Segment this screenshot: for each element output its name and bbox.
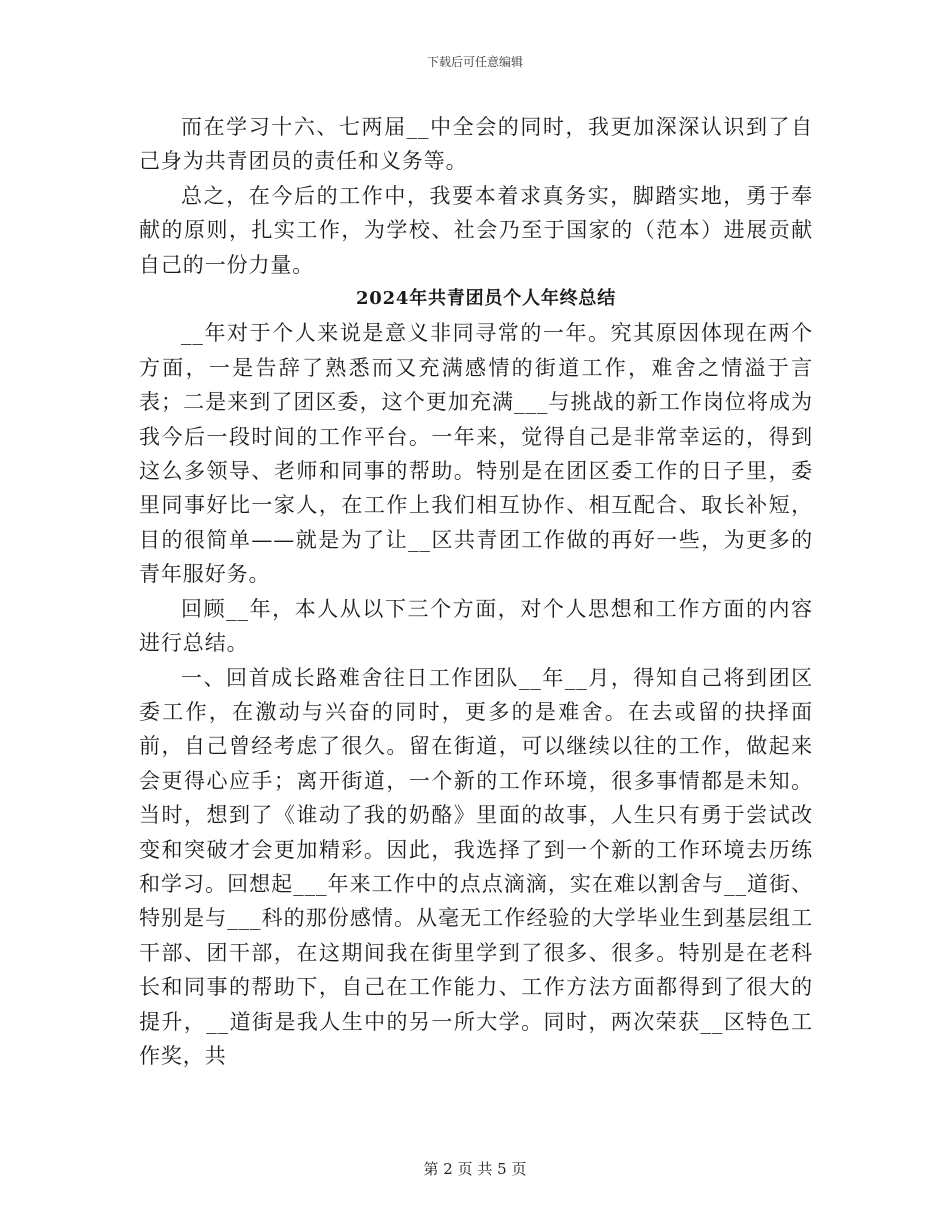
body-paragraph-3: 一、回首成长路难舍往日工作团队__年__月，得知自己将到团区委工作，在激动与兴奋的同时，更多的是难舍。在去或留的抉择面前，自己曾经考虑了很久。留在街道，可以继续以往的工作，做起来会更得心应手；离开街道，一个新的工作环境，很多事情都是未知。当时，想到了《谁动了我的奶酪》里面的故事，人生只有勇于尝试改变和突破才会更加精彩。因此，我选择了到一个新的工作环境去历练和学习。回想起___年来工作中的点点滴滴，实在难以割舍与__道街、特别是与___科的那份感情。从毫无工作经验的大学毕业生到基层组工干部、团干部，在这期间我在街里学到了很多、很多。特别是在老科长和同事的帮助下，自己在工作能力、工作方法方面都得到了很大的提升，__道街是我人生中的另一所大学。同时，两次荣获__区特色工作奖，共 [139, 665, 813, 1068]
document-title: 2024年共青团员个人年终总结 [355, 288, 617, 310]
intro-paragraph-2: 总之，在今后的工作中，我要本着求真务实，脚踏实地，勇于奉献的原则，扎实工作，为学校、社会乃至于国家的（范本）进展贡献自己的一份力量。 [139, 183, 813, 277]
page-footer: 第 2 页 共 5 页 [423, 1160, 527, 1178]
body-paragraph-1: __年对于个人来说是意义非同寻常的一年。究其原因体现在两个方面，一是告辞了熟悉而又充满感情的街道工作，难舍之情溢于言表；二是来到了团区委，这个更加充满___与挑战的新工作岗位将成为我今后一段时间的工作平台。一年来，觉得自己是非常幸运的，得到这么多领导、老师和同事的帮助。特别是在团区委工作的日子里，委里同事好比一家人，在工作上我们相互协作、相互配合、取长补短，目的很简单——就是为了让__区共青团工作做的再好一些，为更多的青年服好务。 [139, 321, 813, 587]
body-paragraph-2: 回顾__年，本人从以下三个方面，对个人思想和工作方面的内容进行总结。 [139, 596, 813, 656]
page-header: 下载后可任意编辑 [426, 55, 523, 69]
document-body [139, 110, 813, 1073]
intro-paragraph-1: 而在学习十六、七两届__中全会的同时，我更加深深认识到了自己身为共青团员的责任和义务等。 [139, 115, 813, 174]
